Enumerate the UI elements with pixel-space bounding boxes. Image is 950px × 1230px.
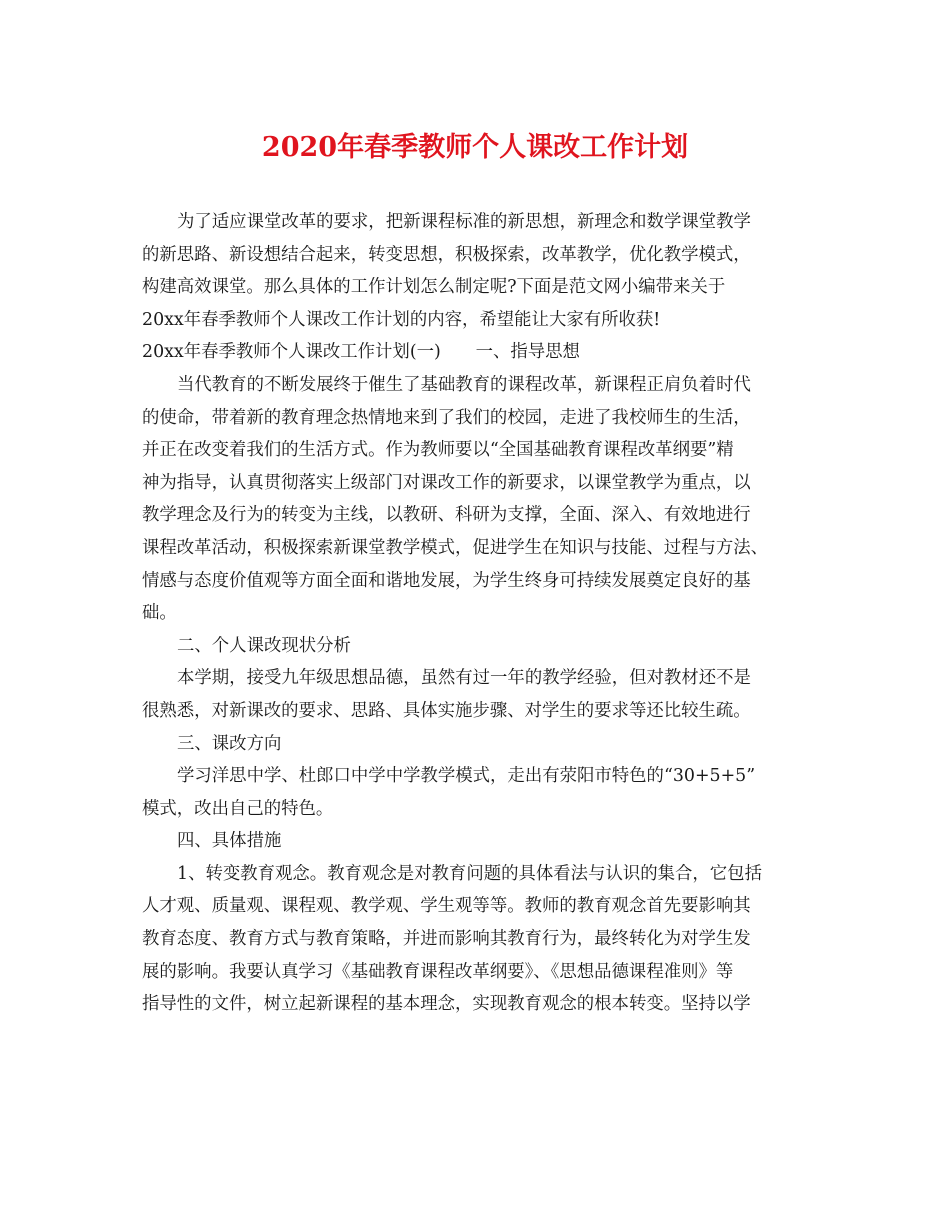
body-line: 教学理念及行为的转变为主线，以教研、科研为支撑，全面、深入、有效地进行: [142, 505, 751, 526]
body-line: 1、转变教育观念。教育观念是对教育问题的具体看法与认识的集合，它包括: [177, 863, 762, 884]
body-line: 二、个人课改现状分析: [177, 635, 351, 656]
body-line: 的新思路、新设想结合起来，转变思想，积极探索，改革教学，优化教学模式，: [142, 244, 751, 265]
body-line: 指导性的文件，树立起新课程的基本理念，实现教育观念的根本转变。坚持以学: [142, 994, 751, 1015]
body-line: 为了适应课堂改革的要求，把新课程标准的新思想，新理念和数学课堂教学: [177, 212, 751, 232]
body-line: 三、课改方向: [177, 733, 282, 754]
body-line: 并正在改变着我们的生活方式。作为教师要以“全国基础教育课程改革纲要”精: [142, 440, 734, 461]
body-line: 教育态度、教育方式与教育策略，并进而影响其教育行为，最终转化为对学生发: [142, 929, 751, 950]
body-line: 课程改革活动，积极探索新课堂教学模式，促进学生在知识与技能、过程与方法、: [142, 537, 769, 558]
document-body: [142, 206, 812, 1021]
body-line: 人才观、质量观、课程观、教学观、学生观等等。教师的教育观念首先要影响其: [142, 896, 751, 917]
body-line: 构建高效课堂。那么具体的工作计划怎么制定呢?下面是范文网小编带来关于: [142, 277, 726, 298]
body-line: 础。: [142, 603, 177, 624]
body-line: 模式，改出自己的特色。: [142, 798, 334, 819]
document-title: 2020年春季教师个人课改工作计划: [261, 132, 689, 163]
body-line: 展的影响。我要认真学习《基础教育课程改革纲要》、《思想品德课程准则》等: [142, 961, 734, 982]
body-line: 20xx年春季教师个人课改工作计划(一) 一、指导思想: [142, 342, 580, 363]
body-line: 四、具体措施: [177, 831, 282, 852]
body-line: 的使命，带着新的教育理念热情地来到了我们的校园，走进了我校师生的生活，: [142, 407, 751, 428]
body-line: 学习洋思中学、杜郎口中学中学教学模式，走出有荥阳市特色的“30+5+5”: [177, 766, 756, 787]
body-line: 情感与态度价值观等方面全面和谐地发展，为学生终身可持续发展奠定良好的基: [142, 570, 751, 591]
body-line: 很熟悉，对新课改的要求、思路、具体实施步骤、对学生的要求等还比较生疏。: [142, 700, 751, 721]
body-line: 当代教育的不断发展终于催生了基础教育的课程改革，新课程正肩负着时代: [177, 374, 751, 395]
body-line: 本学期，接受九年级思想品德，虽然有过一年的教学经验，但对教材还不是: [177, 668, 751, 689]
body-line: 神为指导，认真贯彻落实上级部门对课改工作的新要求，以课堂教学为重点，以: [142, 472, 751, 493]
body-line: 20xx年春季教师个人课改工作计划的内容，希望能让大家有所收获!: [142, 309, 661, 330]
